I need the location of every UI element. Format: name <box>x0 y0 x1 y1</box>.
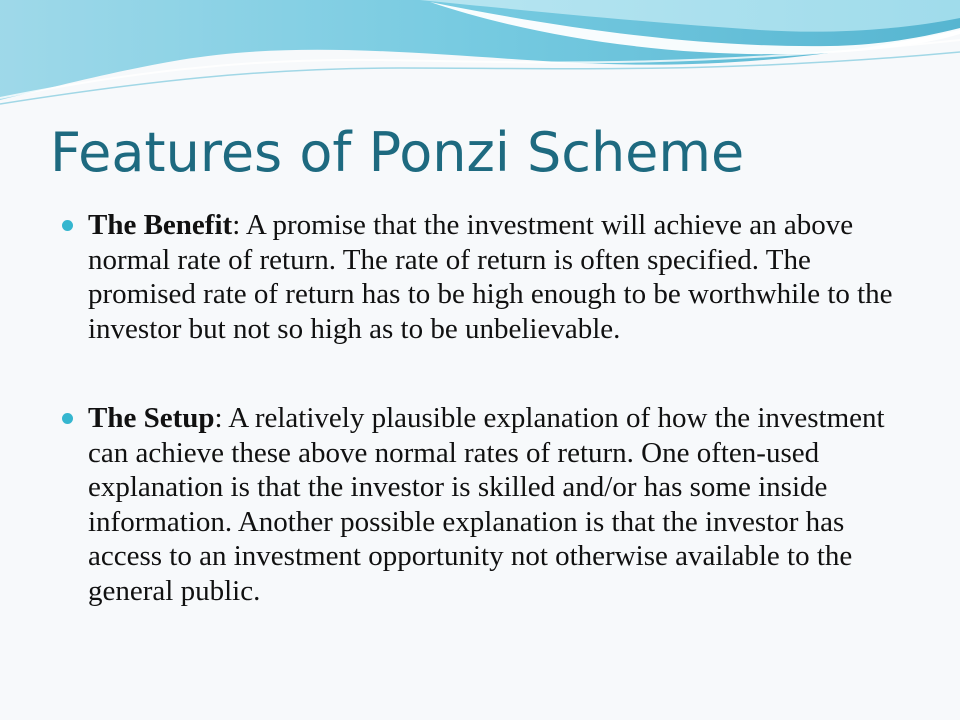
decorative-wave-header <box>0 0 960 110</box>
bullet-benefit <box>62 208 912 346</box>
bullet-dot-icon <box>62 413 73 424</box>
bullet-setup <box>62 401 912 608</box>
bullet-text: : A relatively plausible explanation of how the investment can achieve these above normal rates of return. One often-used explanation is that the investor is skilled and/or has some inside information. Another possible explanation is that the investor has access to an investment opportunity not otherwise available to the general public. <box>88 402 885 607</box>
bullet-text: : A promise that the investment will achieve an above normal rate of return. The rate of return is often specified. The promised rate of return has to be high enough to be worthwhile to the investor but not so high as to be unbelievable. <box>88 209 893 345</box>
bullet-term: The Benefit <box>88 209 233 241</box>
bullet-dot-icon <box>62 220 73 231</box>
bullet-term: The Setup <box>88 402 215 434</box>
bullet-list <box>62 208 912 608</box>
slide-title: Features of Ponzi Scheme <box>50 121 745 184</box>
